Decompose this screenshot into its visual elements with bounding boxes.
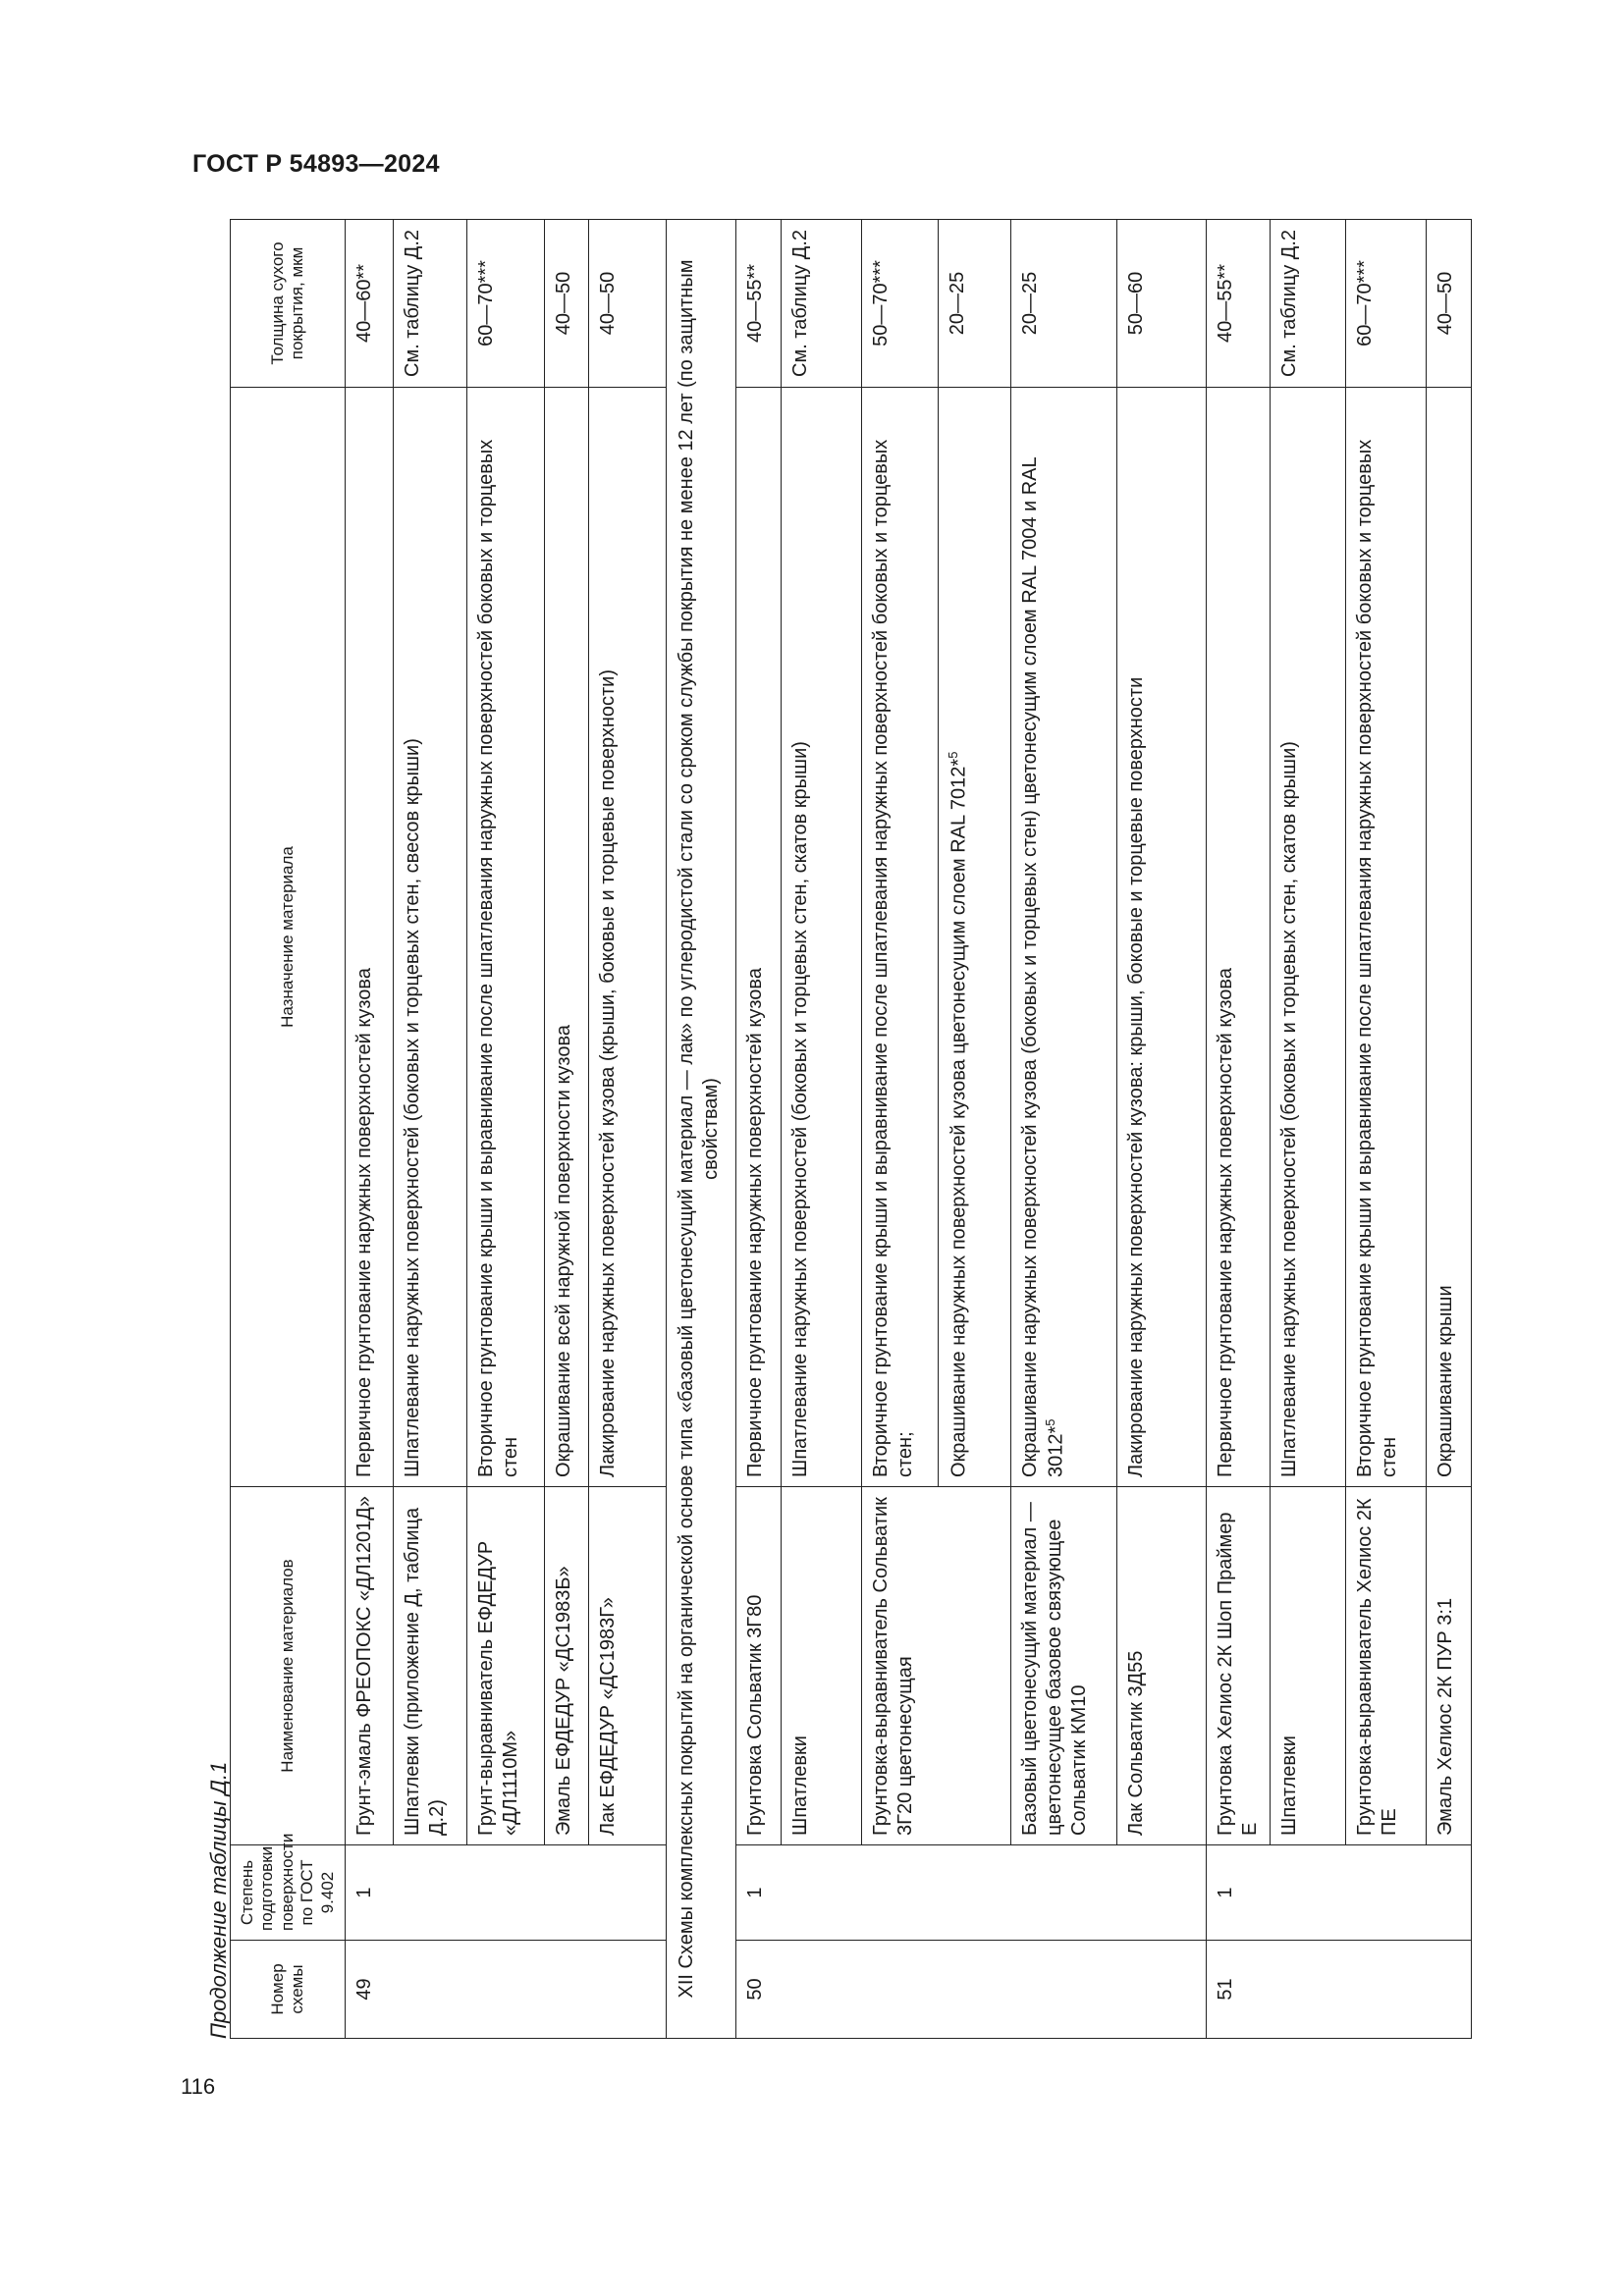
table-row bbox=[735, 220, 781, 2039]
material-purpose: Вторичное грунтование крыши и выравнивание после шпатлевания наружных поверхностей боковых и торцевых стен bbox=[466, 388, 544, 1487]
table-header-row bbox=[231, 220, 346, 2039]
page-number: 116 bbox=[181, 2074, 216, 2099]
material-purpose: Первичное грунтование наружных поверхностей кузова bbox=[1206, 388, 1270, 1487]
header-surface-prep: Степень подготовки поверхности по ГОСТ 9.402 bbox=[231, 1845, 346, 1941]
material-purpose: Окрашивание всей наружной поверхности кузова bbox=[544, 388, 588, 1487]
material-name: Грунт-выравниватель ЕФДЕДУР «ДЛ1110М» bbox=[466, 1487, 544, 1845]
coating-thickness: 60—70*** bbox=[1345, 220, 1426, 388]
material-name: Шпатлевки (приложение Д, таблица Д.2) bbox=[393, 1487, 466, 1845]
material-name: Грунтовка-выравниватель Хелиос 2К ПЕ bbox=[1345, 1487, 1426, 1845]
table-row bbox=[1116, 220, 1206, 2039]
coating-thickness: 40—55** bbox=[735, 220, 781, 388]
table-row bbox=[1206, 220, 1270, 2039]
table-row bbox=[1010, 220, 1116, 2039]
coating-thickness: 50—70*** bbox=[861, 220, 938, 388]
scheme-number: 51 bbox=[1206, 1941, 1471, 2039]
coating-thickness: 60—70*** bbox=[466, 220, 544, 388]
table-caption: Продолжение таблицы Д.1 bbox=[206, 1761, 231, 2039]
document-code: ГОСТ Р 54893—2024 bbox=[192, 150, 440, 178]
section-heading-row bbox=[666, 220, 735, 2039]
footnote-mark: 5 bbox=[945, 751, 960, 759]
table-row bbox=[861, 220, 938, 2039]
material-name: Лак ЕФДЕДУР «ДС1983Г» bbox=[588, 1487, 666, 1845]
header-material-name: Наименование материалов bbox=[231, 1487, 346, 1845]
coating-thickness: 40—60** bbox=[345, 220, 393, 388]
coating-thickness: 50—60 bbox=[1116, 220, 1206, 388]
section-xii-title: XII Схемы комплексных покрытий на органической основе типа «базовый цветонесущий материал — лак» по углеродистой стали со сроком службы покрытия не менее 12 лет (по защитным свойствам) bbox=[666, 220, 735, 2039]
header-scheme-no: Номер схемы bbox=[231, 1941, 346, 2039]
purpose-text: Окрашивание наружных поверхностей кузова цветонесущим слоем RAL 7012* bbox=[947, 758, 970, 1477]
table-row bbox=[466, 220, 544, 2039]
table-row bbox=[1270, 220, 1345, 2039]
material-name: Грунтовка Хелиос 2К Шоп Праймер Е bbox=[1206, 1487, 1270, 1845]
material-purpose bbox=[1010, 388, 1116, 1487]
coating-thickness: 40—50 bbox=[544, 220, 588, 388]
material-purpose: Окрашивание крыши bbox=[1426, 388, 1471, 1487]
material-purpose: Вторичное грунтование крыши и выравнивание после шпатлевания наружных поверхностей боковых и торцевых стен; bbox=[861, 388, 938, 1487]
material-purpose: Вторичное грунтование крыши и выравнивание после шпатлевания наружных поверхностей боковых и торцевых стен bbox=[1345, 388, 1426, 1487]
surface-prep-degree: 1 bbox=[345, 1845, 666, 1941]
table-row bbox=[1345, 220, 1426, 2039]
coating-thickness: 40—55** bbox=[1206, 220, 1270, 388]
header-thickness: Толщина сухого покрытия, мкм bbox=[231, 220, 346, 388]
coating-thickness: 40—50 bbox=[588, 220, 666, 388]
material-name: Эмаль Хелиос 2К ПУР 3:1 bbox=[1426, 1487, 1471, 1845]
material-purpose: Лакирование наружных поверхностей кузова: крыши, боковые и торцевые поверхности bbox=[1116, 388, 1206, 1487]
material-name: Базовый цветонесущий материал — цветонесущее базовое связующее Сольватик КМ10 bbox=[1010, 1487, 1116, 1845]
surface-prep-degree: 1 bbox=[1206, 1845, 1471, 1941]
footnote-mark: 5 bbox=[1042, 1418, 1057, 1426]
header-purpose: Назначение материала bbox=[231, 388, 346, 1487]
material-purpose: Шпатлевание наружных поверхностей (боковых и торцевых стен, скатов крыши) bbox=[781, 388, 861, 1487]
coating-thickness: 20—25 bbox=[1010, 220, 1116, 388]
table-row bbox=[393, 220, 466, 2039]
coating-thickness: См. таблицу Д.2 bbox=[393, 220, 466, 388]
coating-thickness: См. таблицу Д.2 bbox=[1270, 220, 1345, 388]
scheme-number: 49 bbox=[345, 1941, 666, 2039]
coating-thickness: 40—50 bbox=[1426, 220, 1471, 388]
material-name: Грунт-эмаль ФРЕОПОКС «ДЛ1201Д» bbox=[345, 1487, 393, 1845]
material-name: Грунтовка-выравниватель Сольватик 3Г20 цветонесущая bbox=[861, 1487, 1010, 1845]
table-row bbox=[588, 220, 666, 2039]
surface-prep-degree: 1 bbox=[735, 1845, 1206, 1941]
coating-thickness: См. таблицу Д.2 bbox=[781, 220, 861, 388]
material-name: Грунтовка Сольватик 3Г80 bbox=[735, 1487, 781, 1845]
coating-schemes-table bbox=[230, 219, 1472, 2039]
scheme-number: 50 bbox=[735, 1941, 1206, 2039]
material-name: Лак Сольватик 3Д55 bbox=[1116, 1487, 1206, 1845]
material-purpose: Первичное грунтование наружных поверхностей кузова bbox=[735, 388, 781, 1487]
coating-thickness: 20—25 bbox=[938, 220, 1010, 388]
material-name: Шпатлевки bbox=[781, 1487, 861, 1845]
material-purpose: Первичное грунтование наружных поверхностей кузова bbox=[345, 388, 393, 1487]
material-purpose bbox=[938, 388, 1010, 1487]
table-row bbox=[781, 220, 861, 2039]
purpose-text: Окрашивание наружных поверхностей кузова (боковых и торцевых стен) цветонесущим слоем RAL 7004 и RAL 3012* bbox=[1018, 457, 1067, 1477]
table-row bbox=[345, 220, 393, 2039]
table-row bbox=[544, 220, 588, 2039]
table-row bbox=[1426, 220, 1471, 2039]
material-name: Эмаль ЕФДЕДУР «ДС1983Б» bbox=[544, 1487, 588, 1845]
material-purpose: Шпатлевание наружных поверхностей (боковых и торцевых стен, скатов крыши) bbox=[1270, 388, 1345, 1487]
material-purpose: Лакирование наружных поверхностей кузова (крыши, боковые и торцевые поверхности) bbox=[588, 388, 666, 1487]
rotated-table-block bbox=[206, 220, 1492, 2039]
material-purpose: Шпатлевание наружных поверхностей (боковых и торцевых стен, свесов крыши) bbox=[393, 388, 466, 1487]
material-name: Шпатлевки bbox=[1270, 1487, 1345, 1845]
